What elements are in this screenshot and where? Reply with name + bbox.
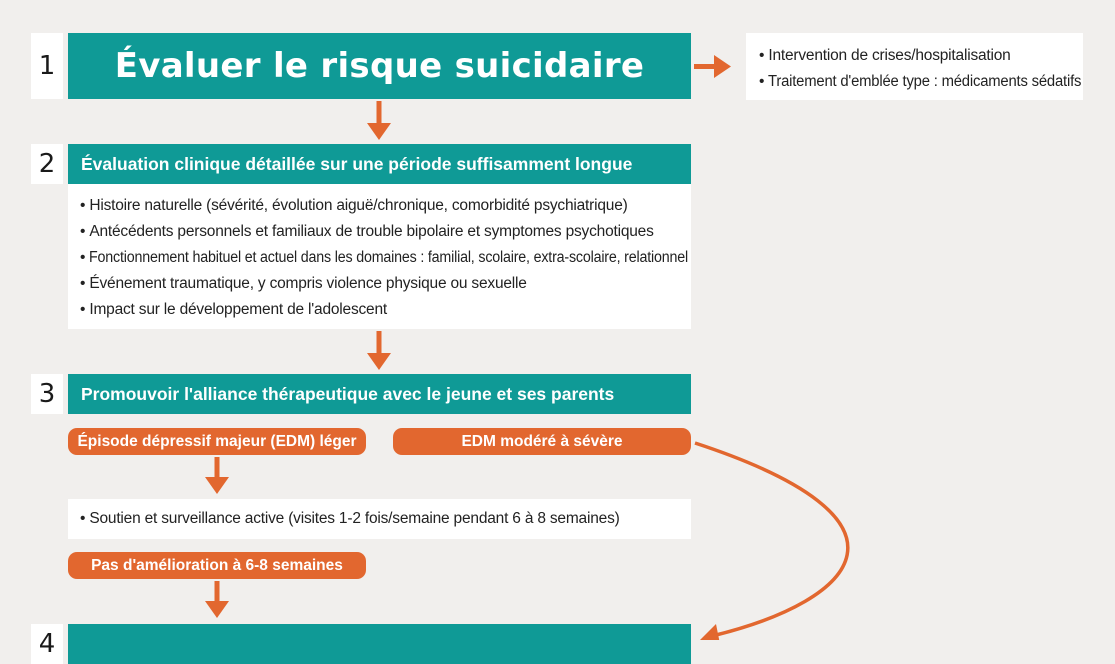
list-item: • Antécédents personnels et familiaux de trouble bipolaire et symptomes psychotiques <box>80 219 691 245</box>
moderate-severe-pill: EDM modéré à sévère <box>393 428 691 455</box>
step-2-number: 2 <box>31 144 63 184</box>
step-1-title: Évaluer le risque suicidaire <box>68 33 691 99</box>
step-2-title: Évaluation clinique détaillée sur une période suffisamment longue <box>68 144 691 184</box>
list-item: • Événement traumatique, y compris violence physique ou sexuelle <box>80 271 691 297</box>
list-item: • Traitement d'emblée type : médicaments sédatifs <box>759 69 1083 95</box>
step-3-number: 3 <box>31 374 63 414</box>
list-item: • Soutien et surveillance active (visites 1-2 fois/semaine pendant 6 à 8 semaines) <box>80 506 691 532</box>
arrow-down-icon <box>367 101 391 140</box>
curved-arrow-icon <box>695 443 848 640</box>
arrow-down-icon <box>205 581 229 618</box>
step-1-number: 1 <box>31 33 63 99</box>
list-item: • Impact sur le développement de l'adolescent <box>80 297 691 323</box>
arrow-down-icon <box>367 331 391 370</box>
step-4-number: 4 <box>31 624 63 664</box>
list-item: • Intervention de crises/hospitalisation <box>759 43 1083 69</box>
arrow-down-icon <box>205 457 229 494</box>
step-3-title: Promouvoir l'alliance thérapeutique avec le jeune et ses parents <box>68 374 691 414</box>
list-item: • Fonctionnement habituel et actuel dans les domaines : familial, scolaire, extra-scolaire, relationnel <box>80 245 691 271</box>
arrow-right-icon <box>694 55 731 78</box>
no-improvement-pill: Pas d'amélioration à 6-8 semaines <box>68 552 366 579</box>
mild-episode-pill: Épisode dépressif majeur (EDM) léger <box>68 428 366 455</box>
list-item: • Histoire naturelle (sévérité, évolution aiguë/chronique, comorbidité psychiatrique) <box>80 193 691 219</box>
